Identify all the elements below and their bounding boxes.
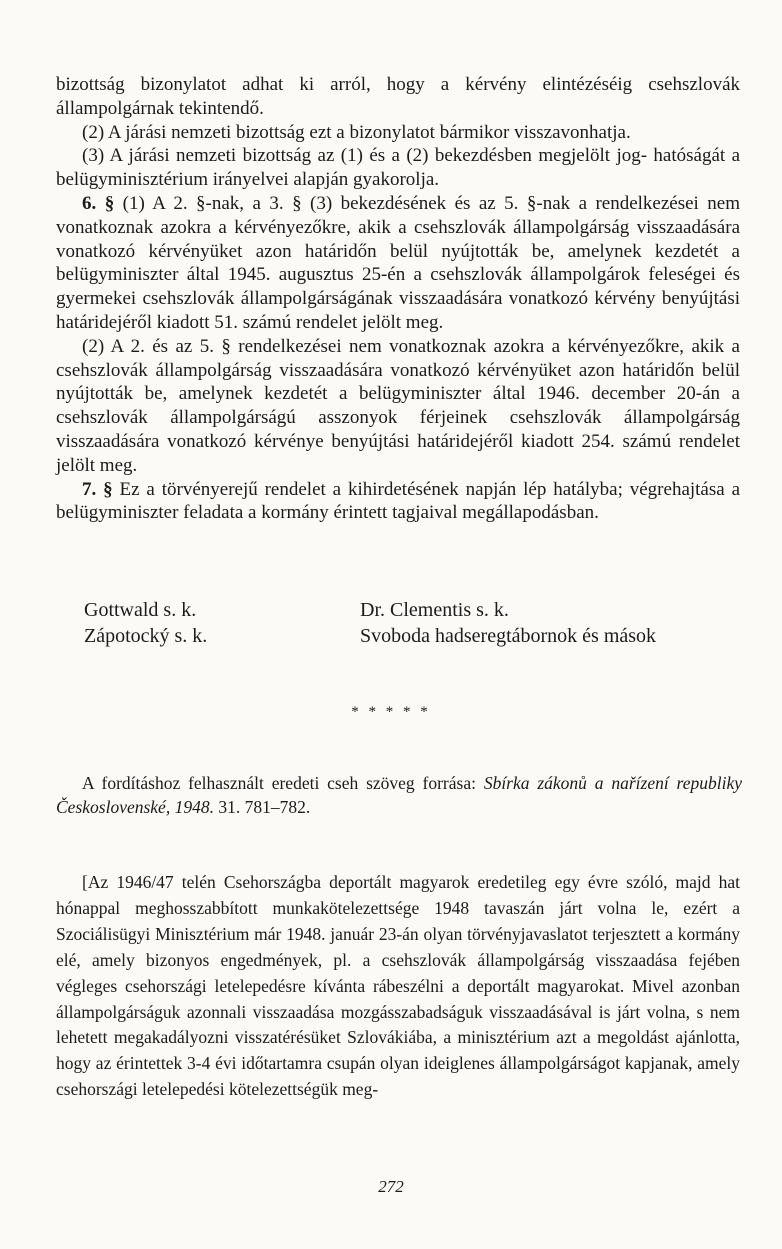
signature-gottwald: Gottwald s. k. [84, 599, 197, 621]
source-suffix: 31. 781–782. [213, 797, 311, 817]
signature-svoboda: Svoboda hadseregtábornok és mások [360, 625, 657, 647]
signature-clementis: Dr. Clementis s. k. [360, 599, 509, 621]
source-prefix: A fordításhoz felhasznált eredeti cseh szöveg forrása: [82, 773, 484, 793]
section-7-number: 7. § [82, 478, 113, 500]
source-title: Sbírka zákonů a nařízení republiky Československé, 1948. [56, 773, 742, 817]
editorial-note-text: [Az 1946/47 telén Csehországba deportált magyarok eredetileg egy évre szóló, majd hat hónappal meghosszabbított munkakötelezettsége 1948 tavaszán járt volna le, ezért a Szociálisügyi Minisztérium már 1948. január 23-án olyan törvényjavaslatot terjesztett a kormány elé, amely bizonyos engedmények, pl. a csehszlovák állampolgárság visszaadása fejében végleges csehországi letelepedésre kívánta rábeszélni a deportált magyarokat. Mivel azonban állampolgárságuk azonnali visszaadása mozgásszabadságuk visszaadásával is járt volna, s nem lehetett megakadályozni visszatérésüket Szlovákiába, a minisztérium azt a megoldást ajánlotta, hogy az érintettek 3-4 évi időtartamra csupán olyan ideiglenes állampolgárságot kapjanak, amely csehországi letelepedési kötelezettségük meg- [56, 872, 740, 1100]
section-6-1-text: (1) A 2. §-nak, a 3. § (3) bekezdésének és az 5. §-nak a rendelkezései nem vonatkoznak azokra a kérvényezőkre, akik a csehszlovák állampolgárság visszaadására vonatkozó kérvényüket azon határidőn belül nyújtották be, amelynek kezdetét a belügyminiszter által 1945. augusztus 25-én a csehszlovák állampolgárok feleségei és gyermekei csehszlovák állampolgárságának visszaadására vonatkozó kérvény benyújtási határidejéről kiadott 51. számú rendelet jelölt meg. [56, 192, 740, 333]
section-7 [56, 478, 740, 526]
section-separator: * * * * * [351, 704, 431, 720]
editorial-note [56, 870, 740, 1103]
section-6-number: 6. § [82, 192, 115, 214]
paragraph-5-3: (3) A járási nemzeti bizottság az (1) és a (2) bekezdésben megjelölt jog- hatóságát a belügyminisztérium irányelvei alapján gyakorolja. [56, 145, 740, 191]
section-6-2: (2) A 2. és az 5. § rendelkezései nem vonatkoznak azokra a kérvényezőkre, akik a csehszlovák állampolgárság visszaadására vonatkozó kérvényüket azon határidőn belül nyújtották be, amelynek kezdetét a belügyminiszter által 1946. december 20-án a csehszlovák állampolgárságú asszonyok férjeinek csehszlovák állampolgárság visszaadására vonatkozó kérvénye benyújtási határidejéről kiadott 254. számú rendelet jelölt meg. [56, 335, 740, 476]
source-note [56, 771, 742, 819]
page-number: 272 [378, 1177, 404, 1196]
section-7-text: Ez a törvényerejű rendelet a kihirdetésének napján lép hatályba; végrehajtása a belügyminiszter feladata a kormány érintett tagjaival megállapodásban. [56, 478, 740, 524]
paragraph-continuation: bizottság bizonylatot adhat ki arról, hogy a kérvény elintézéséig csehszlovák állampolgárnak tekintendő. [56, 74, 740, 119]
signature-zapotocky: Zápotocký s. k. [84, 625, 208, 647]
section-6-1 [56, 192, 740, 335]
law-text [56, 73, 740, 525]
paragraph-5-2: (2) A járási nemzeti bizottság ezt a bizonylatot bármikor visszavonhatja. [82, 121, 631, 143]
signatures [84, 597, 764, 649]
